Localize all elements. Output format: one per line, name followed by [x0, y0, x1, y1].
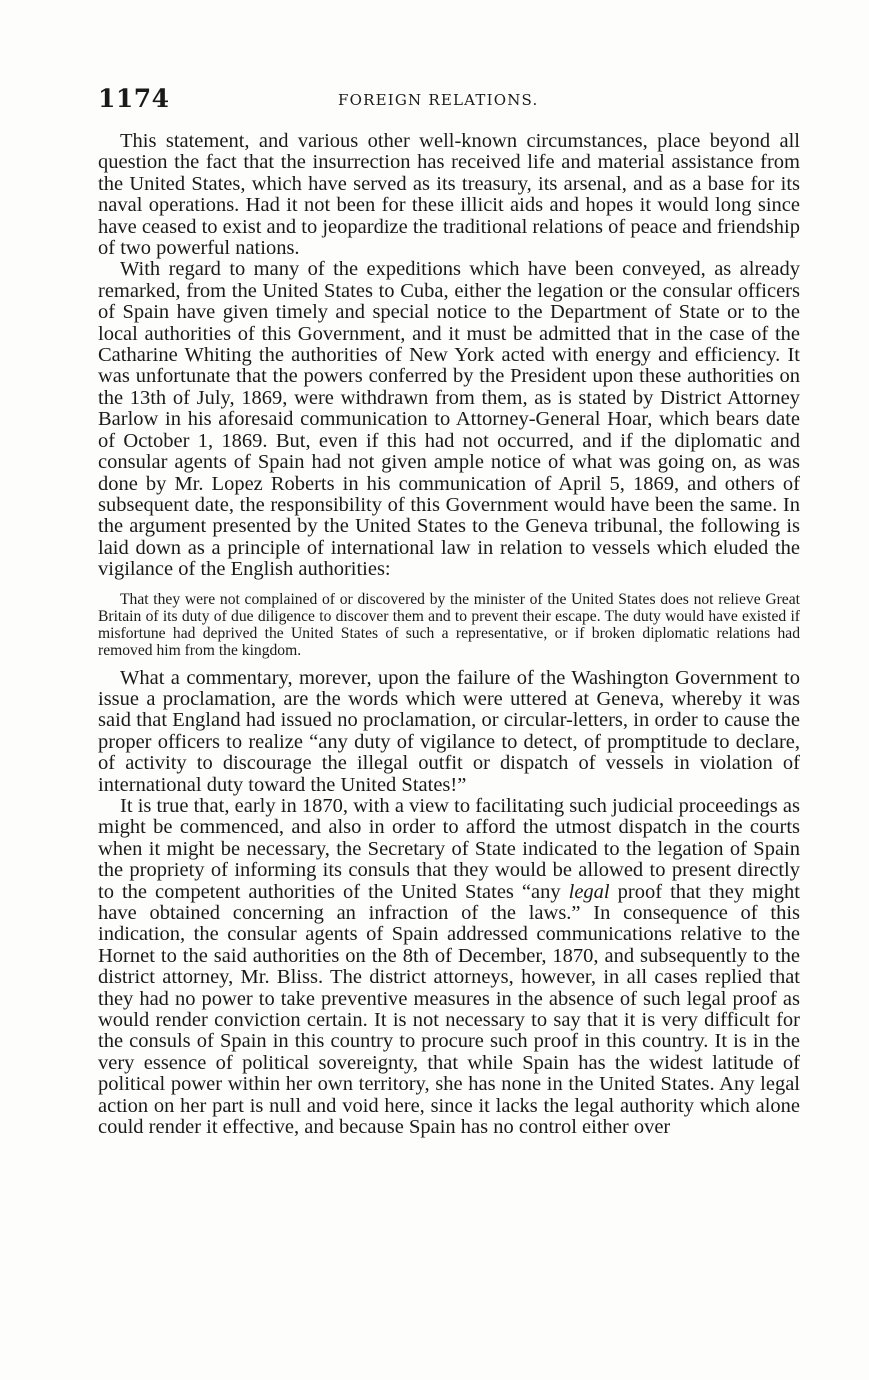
paragraph-text-part2: proof that they might have obtained concerning an infraction of the laws.” In consequence of this indication, the consular agents of Spain addressed communications relative to the Hornet to the said authorities on the 8th of December, 1870, and subsequently to the district attorney, Mr. Bliss. The district attorneys, however, in all cases replied that they had no power to take preventive measures in the absence of such legal proof as would render conviction certain. It is not necessary to say that it is very difficult for the consuls of Spain in this country to procure such proof in this country. It is in the very essence of political sovereignty, that while Spain has the widest latitude of political power within her own territory, she has none in the United States. Any legal action on her part is null and void here, since it lacks the legal authority which alone could render it effective, and because Spain has no control either over	[98, 880, 800, 1139]
block-quote-geneva-argument: That they were not complained of or discovered by the minister of the United States does not relieve Great Britain of its duty of due diligence to discover them and to prevent their escape. The duty would have existed if misfortune had deprived the United States of such a representative, or if broken diplomatic relations had removed him from the kingdom.	[98, 590, 800, 659]
running-title: FOREIGN RELATIONS.	[338, 91, 539, 109]
italic-word-legal: legal	[568, 880, 610, 903]
paragraph-expeditions: With regard to many of the expeditions which have been conveyed, as already remarked, from the United States to Cuba, either the legation or the consular officers of Spain have given timely and special notice to the Department of State or to the local authorities of this Government, and it must be admitted that in the case of the Catharine Whiting the authorities of New York acted with energy and efficiency. It was unfortunate that the powers conferred by the President upon these authorities on the 13th of July, 1869, were withdrawn from them, as is stated by District Attorney Barlow in his aforesaid communication to Attorney-General Hoar, which bears date of October 1, 1869. But, even if this had not occurred, and if the diplomatic and consular agents of Spain had not given ample notice of what was going on, as was done by Mr. Lopez Roberts in his communication of April 5, 1869, and others of subsequent date, the responsibility of this Government would have been the same. In the argument presented by the United States to the Geneva tribunal, the following is laid down as a principle of international law in relation to vessels which eluded the vigilance of the English authorities:	[98, 258, 800, 581]
paragraph-commentary: What a commentary, morever, upon the failure of the Washington Government to issue a proclamation, are the words which were uttered at Geneva, whereby it was said that England had issued no proclamation, or circular-letters, in order to cause the proper officers to realize “any duty of vigilance to detect, of promptitude to declare, of activity to discourage the illegal outfit or dispatch of vessels in violation of international duty toward the United States!”	[98, 666, 800, 796]
body-text	[98, 131, 800, 1138]
paragraph-judicial-proceedings	[98, 796, 800, 1139]
paragraph-insurrection: This statement, and various other well-known circumstances, place beyond all question the fact that the insurrection has received life and material assistance from the United States, which have served as its treasury, its arsenal, and as a base for its naval operations. Had it not been for these illicit aids and hopes it would long since have ceased to exist and to jeopardize the traditional relations of peace and friendship of two powerful nations.	[98, 130, 800, 260]
paragraph-text-part1: It is true that, early in 1870, with a view to facilitating such judicial proceedings as might be commenced, and also in order to afford the utmost dispatch in the courts when it might be necessary, the Secretary of State indicated to the legation of Spain the propriety of informing its consuls that they would be allowed to present directly to the competent authorities of the United States “any	[98, 794, 800, 903]
page-header	[98, 84, 798, 114]
page-number: 1174	[98, 84, 170, 113]
